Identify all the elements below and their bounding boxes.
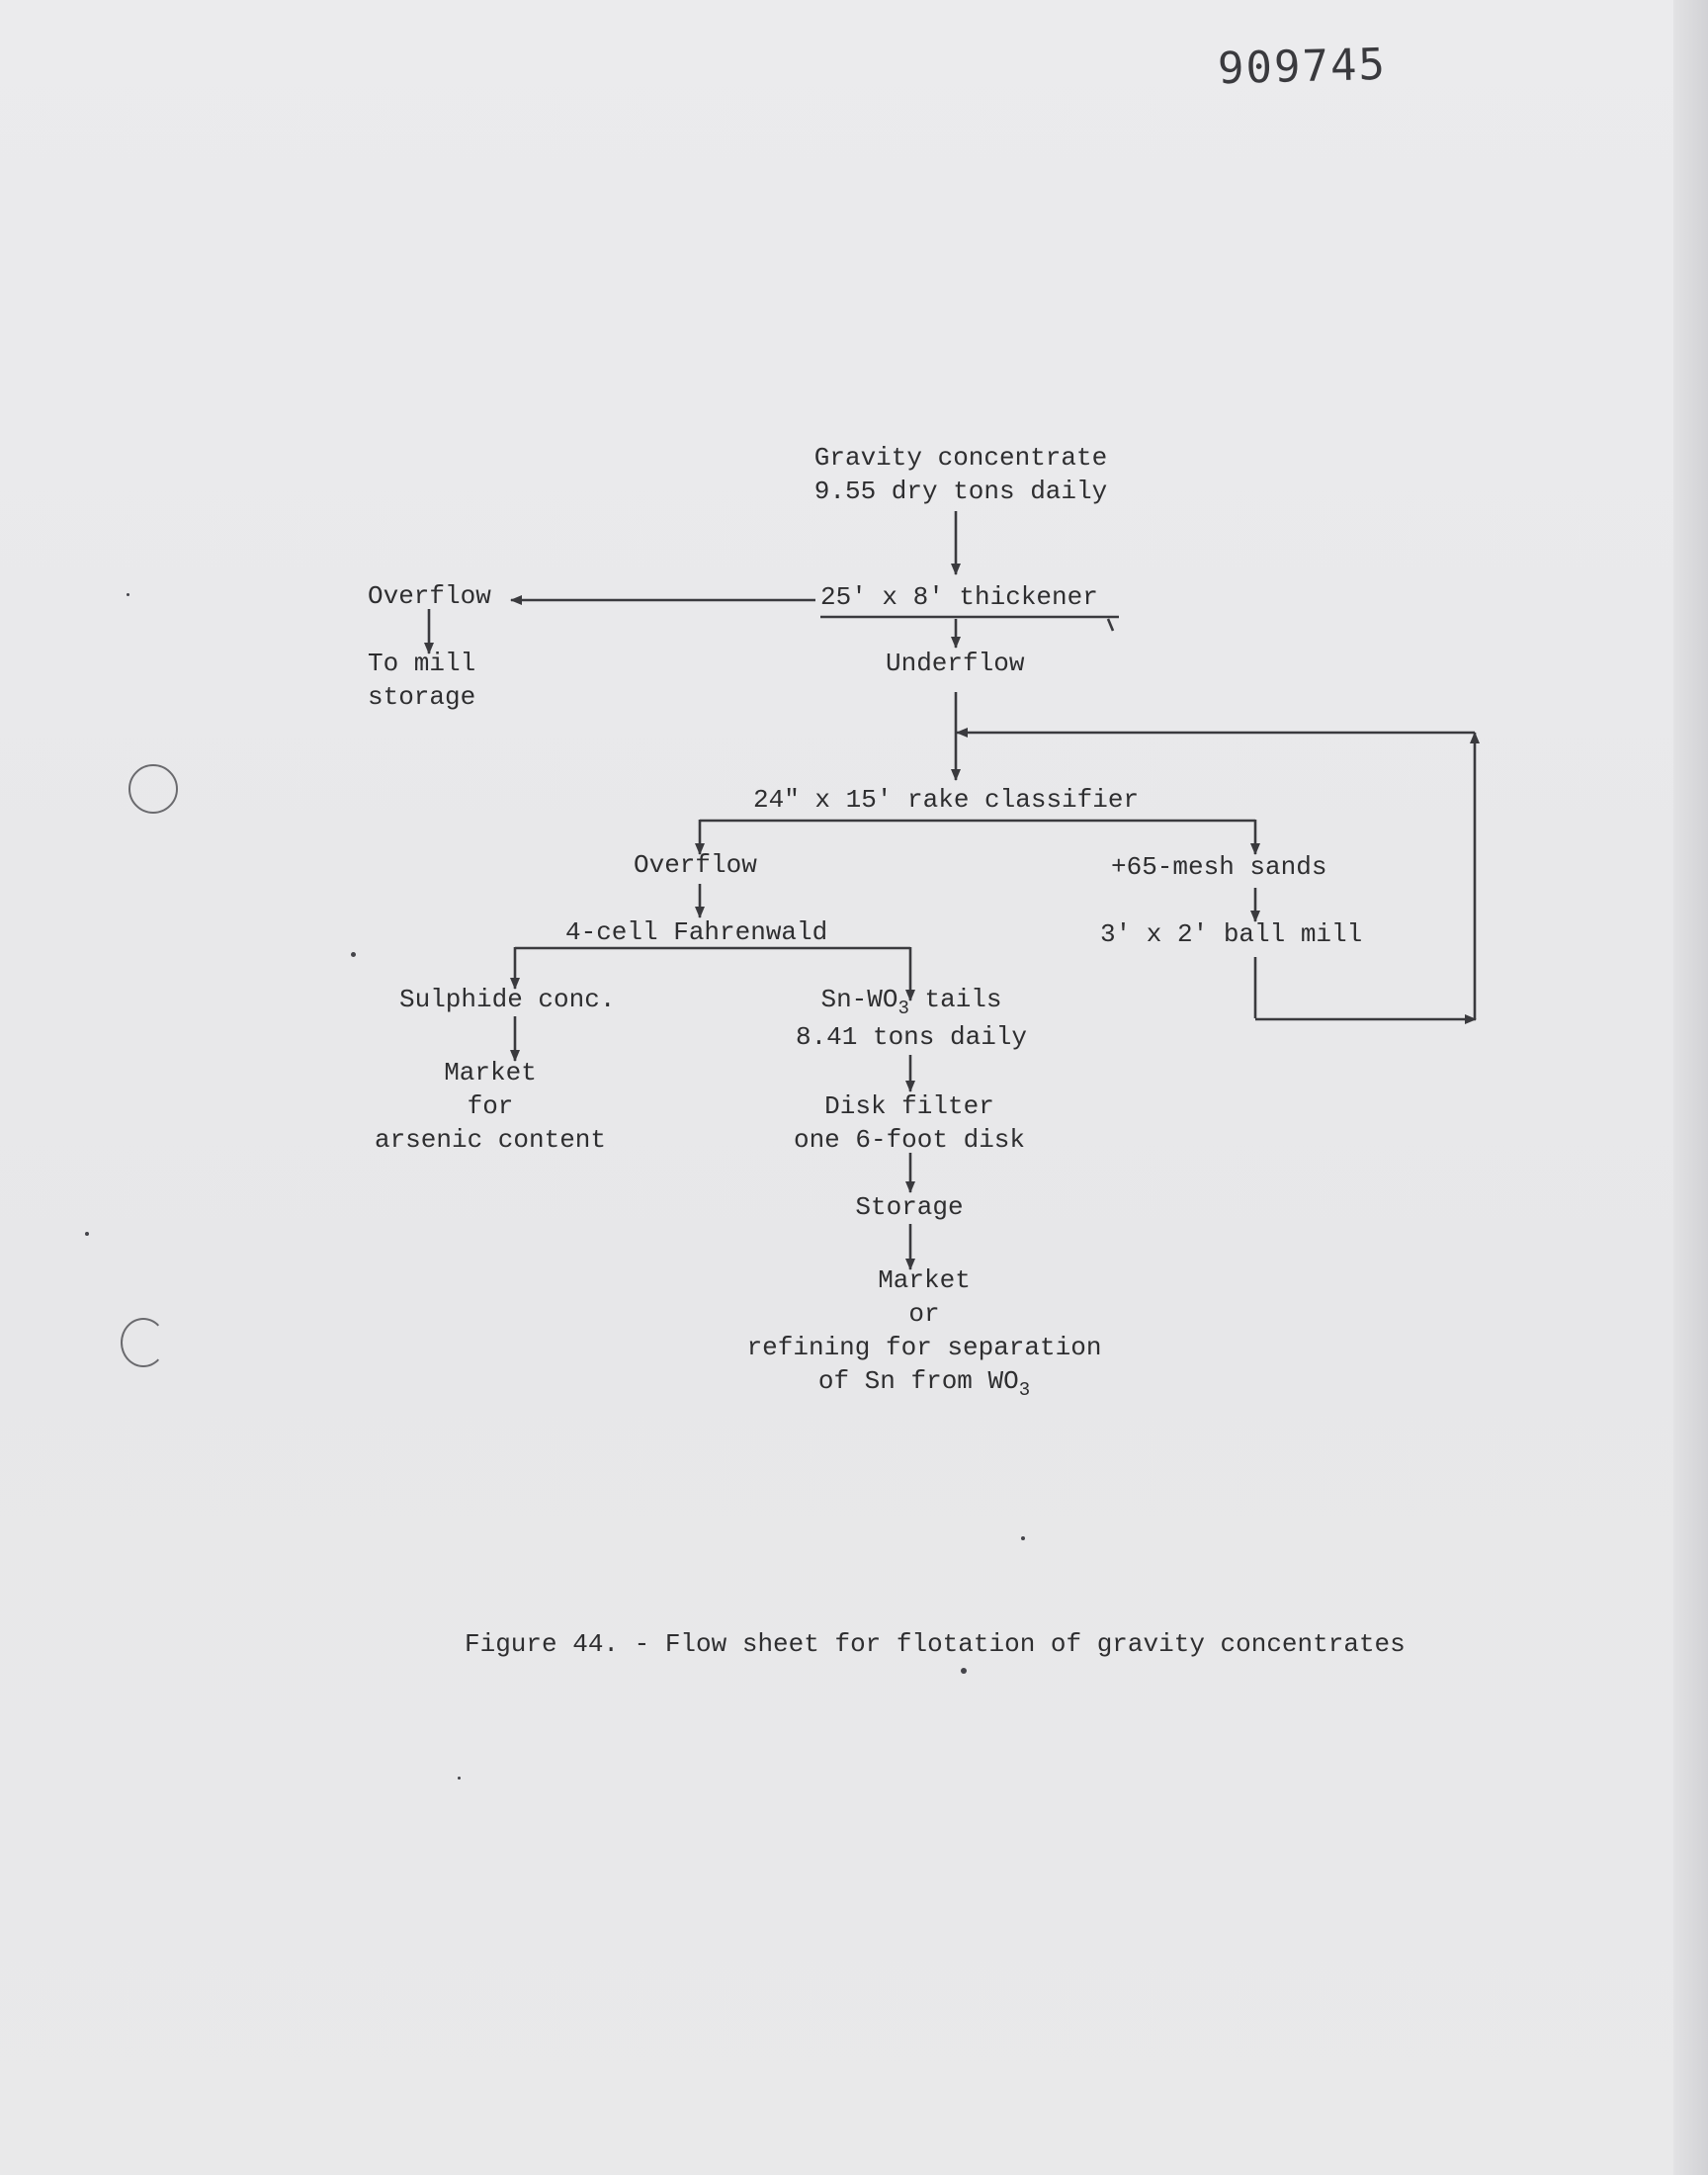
node-sulphide-conc: Sulphide conc. bbox=[399, 985, 616, 1014]
node-gravity-concentrate bbox=[763, 441, 1158, 508]
thickener-underline-tick bbox=[1108, 619, 1113, 631]
market-refining-line2: or bbox=[908, 1299, 940, 1329]
node-ball-mill: 3' x 2' ball mill bbox=[1100, 919, 1363, 949]
mill-storage-line2: storage bbox=[368, 682, 476, 712]
node-overflow-top: Overflow bbox=[368, 581, 491, 611]
market-refining-line4 bbox=[707, 1364, 1142, 1401]
tails-prefix: Sn-WO bbox=[820, 985, 898, 1014]
node-mill-storage bbox=[368, 647, 475, 714]
tails-line1 bbox=[763, 983, 1060, 1019]
mill-storage-line1: To mill bbox=[368, 649, 476, 678]
node-market-arsenic bbox=[342, 1056, 639, 1157]
node-mesh-sands: +65-mesh sands bbox=[1111, 852, 1327, 882]
tails-suffix: tails bbox=[908, 985, 1002, 1014]
gravity-concentrate-label: Gravity concentrate bbox=[813, 443, 1108, 473]
gravity-tonnage: 9.55 dry tons daily bbox=[813, 477, 1108, 506]
tails-tonnage: 8.41 tons daily bbox=[795, 1022, 1028, 1052]
node-disk-filter bbox=[761, 1089, 1058, 1157]
market-refining-line3: refining for separation bbox=[746, 1333, 1102, 1362]
node-tails bbox=[763, 983, 1060, 1054]
market-arsenic-line2: for bbox=[467, 1091, 514, 1121]
node-rake-classifier: 24" x 15' rake classifier bbox=[753, 785, 1140, 815]
tails-subscript: 3 bbox=[897, 998, 909, 1019]
market-refining-subscript: 3 bbox=[1018, 1379, 1031, 1401]
market-refining-line4-prefix: of Sn from WO bbox=[817, 1366, 1019, 1396]
node-thickener: 25' x 8' thickener bbox=[820, 582, 1098, 612]
document-number: 909745 bbox=[1217, 39, 1388, 95]
node-market-refining bbox=[707, 1263, 1142, 1401]
market-arsenic-line1: Market bbox=[444, 1058, 537, 1088]
node-storage: Storage bbox=[855, 1192, 964, 1222]
node-fahrenwald: 4-cell Fahrenwald bbox=[565, 917, 828, 947]
disk-filter-line2: one 6-foot disk bbox=[793, 1125, 1026, 1155]
node-underflow: Underflow bbox=[886, 649, 1025, 678]
disk-filter-line1: Disk filter bbox=[824, 1091, 994, 1121]
market-refining-line1: Market bbox=[878, 1265, 971, 1295]
node-overflow-mid: Overflow bbox=[634, 850, 757, 880]
figure-caption: Figure 44. - Flow sheet for flotation of gravity concentrates bbox=[465, 1629, 1406, 1659]
market-arsenic-line3: arsenic content bbox=[374, 1125, 607, 1155]
